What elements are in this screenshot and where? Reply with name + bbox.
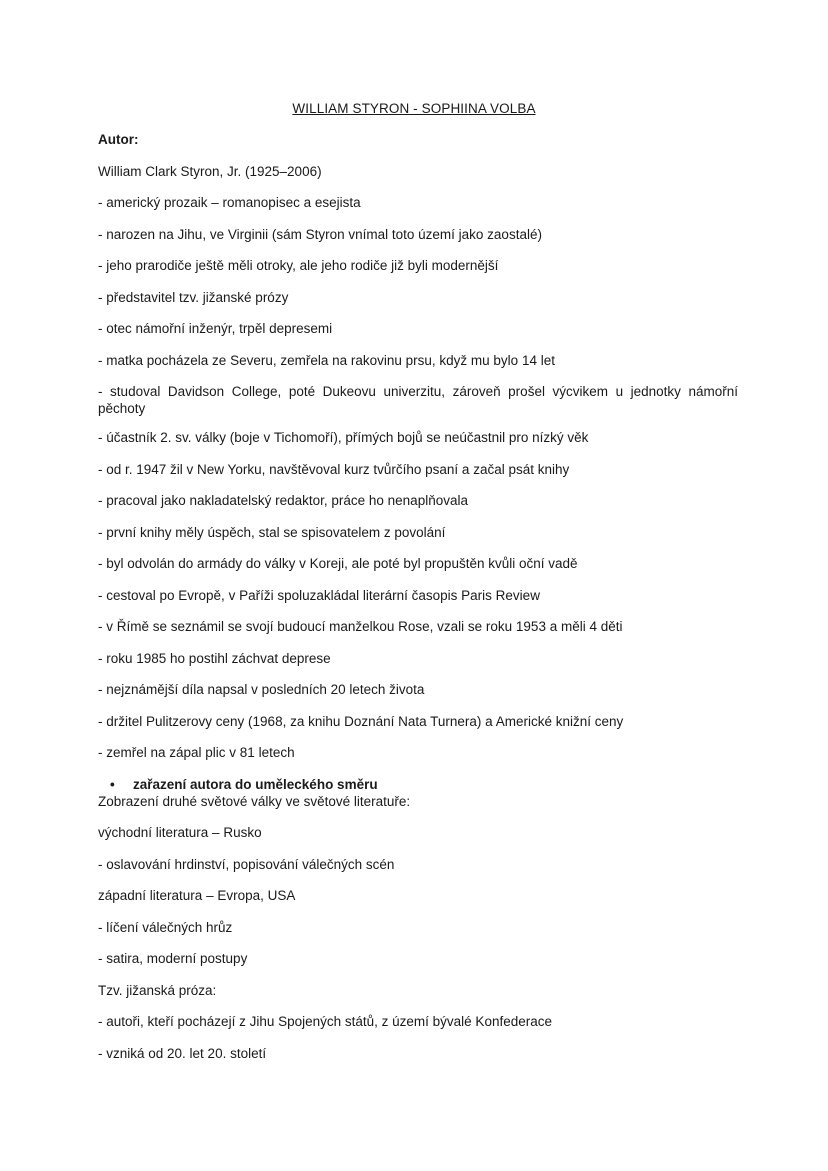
author-fact: - jeho prarodiče ještě měli otroky, ale jeho rodiče již byli modernější: [98, 258, 499, 273]
author-fact: - byl odvolán do armády do války v Koreji, ale poté byl propuštěn kvůli oční vadě: [98, 556, 578, 571]
author-fact: - pracoval jako nakladatelský redaktor, práce ho nenaplňovala: [98, 493, 468, 508]
author-fact: - nejznámější díla napsal v posledních 20 letech života: [98, 682, 425, 697]
section-line: - líčení válečných hrůz: [98, 919, 233, 935]
author-fact: - účastník 2. sv. války (boje v Tichomoří), přímých bojů se neúčastnil pro nízký věk: [98, 430, 589, 445]
author-fact: - držitel Pulitzerovy ceny (1968, za knihu Doznání Nata Turnera) a Americké knižní ceny: [98, 713, 624, 729]
author-fact: - otec námořní inženýr, trpěl depresemi: [98, 321, 333, 336]
section-bullet-label: zařazení autora do uměleckého směru: [133, 776, 378, 792]
bullet-icon: •: [110, 776, 115, 792]
section-line: východní literatura – Rusko: [98, 825, 262, 840]
document-title: WILLIAM STYRON - SOPHIINA VOLBA: [292, 101, 536, 116]
section-bullet-item: [98, 776, 738, 793]
author-fact: - matka pocházela ze Severu, zemřela na rakovinu prsu, když mu bylo 14 let: [98, 352, 555, 368]
author-fact: - představitel tzv. jižanské prózy: [98, 289, 289, 305]
author-fact: - americký prozaik – romanopisec a esejista: [98, 195, 361, 210]
author-heading: Autor:: [98, 132, 139, 147]
author-fact: - zemřel na zápal plic v 81 letech: [98, 745, 295, 760]
author-fact: - narozen na Jihu, ve Virginii (sám Styron vnímal toto území jako zaostalé): [98, 226, 542, 242]
section-line: - satira, moderní postupy: [98, 951, 248, 966]
author-fact: - v Římě se seznámil se svojí budoucí manželkou Rose, vzali se roku 1953 a měli 4 děti: [98, 619, 623, 634]
author-fact: - studoval Davidson College, poté Dukeovu univerzitu, zároveň prošel výcvikem u jednotky námořní pěchoty: [98, 384, 738, 416]
author-name: William Clark Styron, Jr. (1925–2006): [98, 163, 322, 179]
section-line: - vzniká od 20. let 20. století: [98, 1045, 267, 1061]
section-line: Zobrazení druhé světové války ve světové literatuře:: [98, 793, 411, 809]
section-line: - autoři, kteří pocházejí z Jihu Spojených států, z území bývalé Konfederace: [98, 1014, 552, 1029]
section-line: - oslavování hrdinství, popisování válečných scén: [98, 856, 395, 872]
document-body: [98, 131, 738, 1076]
section-line: západní literatura – Evropa, USA: [98, 888, 296, 903]
author-fact: - cestoval po Evropě, v Paříži spoluzakládal literární časopis Paris Review: [98, 587, 540, 603]
author-fact: - první knihy měly úspěch, stal se spisovatelem z povolání: [98, 524, 446, 540]
section-line: Tzv. jižanská próza:: [98, 982, 217, 998]
author-fact: - roku 1985 ho postihl záchvat deprese: [98, 650, 331, 666]
author-fact: - od r. 1947 žil v New Yorku, navštěvoval kurz tvůrčího psaní a začal psát knihy: [98, 461, 570, 477]
